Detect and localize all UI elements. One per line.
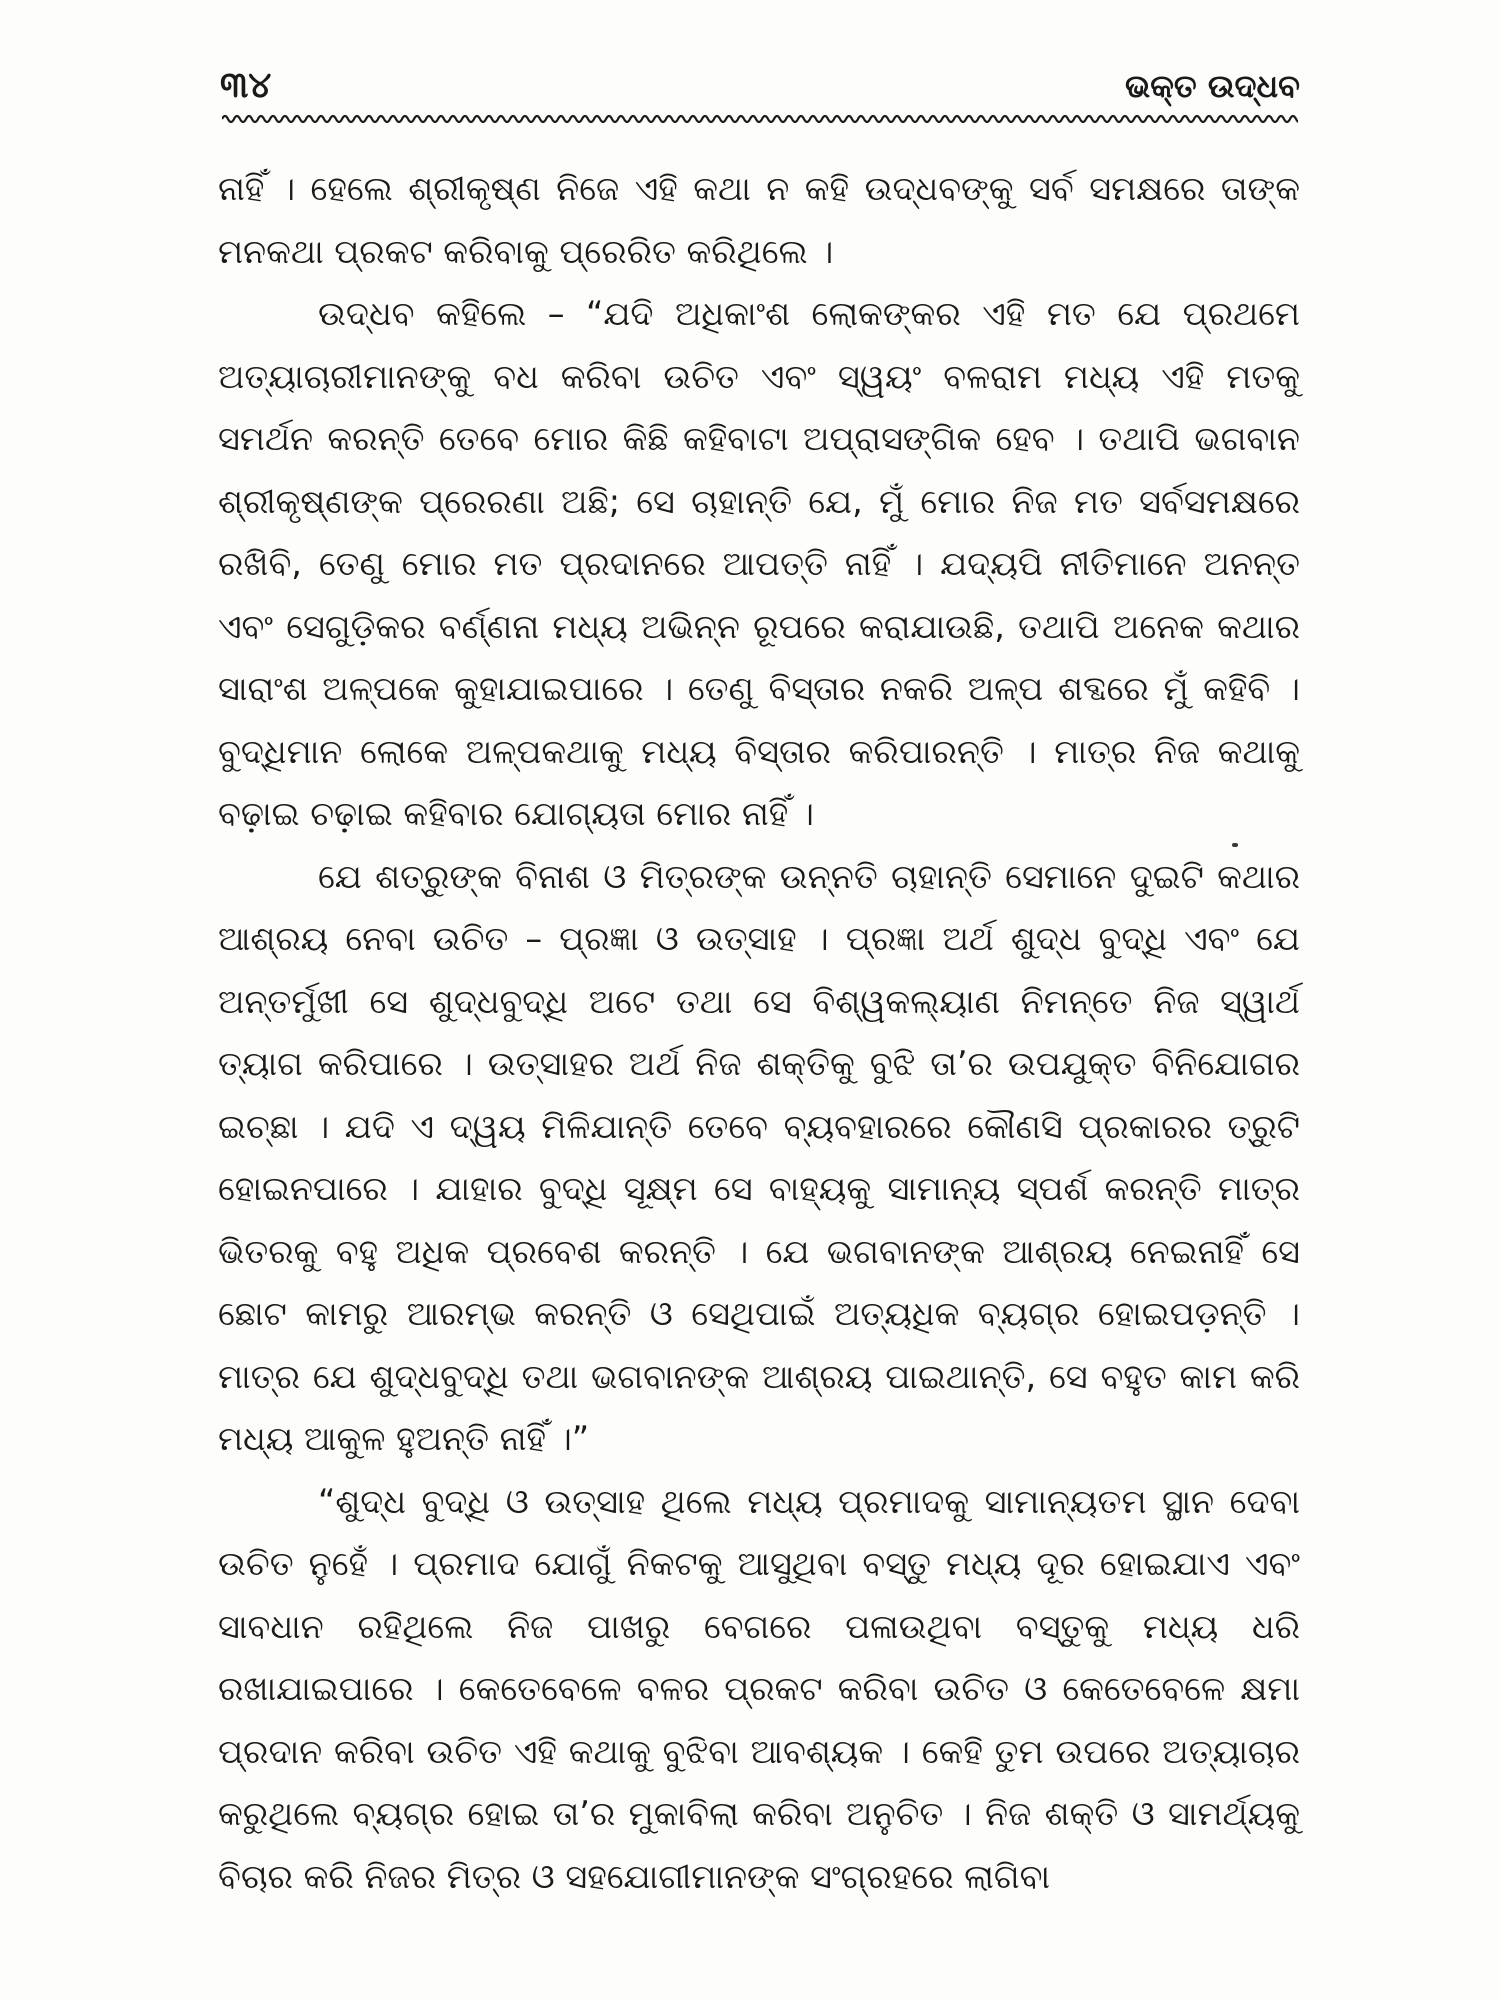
paragraph-1: ନାହିଁ । ହେଲେ ଶ୍ରୀକୃଷ୍ଣ ନିଜେ ଏହି କଥା ନ କହି ଉଦ୍ଧବଙ୍କୁ ସର୍ବ ସମକ୍ଷରେ ତାଙ୍କ ମନକଥା ପ୍ରକଟ କରିବାକୁ ପ୍ରେରିତ କରିଥିଲେ । xyxy=(218,169,1300,271)
print-speck xyxy=(1232,843,1238,847)
header-wavy-rule xyxy=(222,112,1298,126)
body-text xyxy=(218,158,1300,1908)
running-title: ଭକ୍ତ ଉଦ୍ଧବ xyxy=(1125,67,1300,105)
paragraph-2: ଉଦ୍ଧବ କହିଲେ – “ଯଦି ଅଧିକାଂଶ ଲୋକଙ୍କର ଏହି ମତ ଯେ ପ୍ରଥମେ ଅତ୍ୟାଚାରୀମାନଙ୍କୁ ବଧ କରିବା ଉଚିତ ଏବଂ ସ୍ୱୟଂ ବଳରାମ ମଧ୍ୟ ଏହି ମତକୁ ସମର୍ଥନ କରନ୍ତି ତେବେ ମୋର କିଛି କହିବାଟା ଅପ୍ରାସଙ୍ଗିକ ହେବ । ତଥାପି ଭଗବାନ ଶ୍ରୀକୃଷ୍ଣଙ୍କ ପ୍ରେରଣା ଅଛି; ସେ ଚାହାନ୍ତି ଯେ, ମୁଁ ମୋର ନିଜ ମତ ସର୍ବସମକ୍ଷରେ ରଖିବି, ତେଣୁ ମୋର ମତ ପ୍ରଦାନରେ ଆପତ୍ତି ନାହିଁ । ଯଦ୍ୟପି ନୀତିମାନେ ଅନନ୍ତ ଏବଂ ସେଗୁଡ଼ିକର ବର୍ଣ୍ଣନା ମଧ୍ୟ ଅଭିନ୍ନ ରୂପରେ କରାଯାଉଛି, ତଥାପି ଅନେକ କଥାର ସାରାଂଶ ଅଳ୍ପକେ କୁହାଯାଇପାରେ । ତେଣୁ ବିସ୍ତାର ନକରି ଅଳ୍ପ ଶବ୍ଦରେ ମୁଁ କହିବି । ବୁଦ୍ଧିମାନ ଲୋକେ ଅଳ୍ପକଥାକୁ ମଧ୍ୟ ବିସ୍ତାର କରିପାରନ୍ତି । ମାତ୍ର ନିଜ କଥାକୁ ବଢ଼ାଇ ଚଢ଼ାଇ କହିବାର ଯୋଗ୍ୟତା ମୋର ନାହିଁ । xyxy=(218,294,1300,833)
paragraph-3: ଯେ ଶତ୍ରୁଙ୍କ ବିନାଶ ଓ ମିତ୍ରଙ୍କ ଉନ୍ନତି ଚାହାନ୍ତି ସେମାନେ ଦୁଇଟି କଥାର ଆଶ୍ରୟ ନେବା ଉଚିତ – ପ୍ରଜ୍ଞା ଓ ଉତ୍ସାହ । ପ୍ରଜ୍ଞା ଅର୍ଥ ଶୁଦ୍ଧ ବୁଦ୍ଧି ଏବଂ ଯେ ଅନ୍ତର୍ମୁଖୀ ସେ ଶୁଦ୍ଧବୁଦ୍ଧି ଅଟେ ତଥା ସେ ବିଶ୍ୱକଲ୍ୟାଣ ନିମନ୍ତେ ନିଜ ସ୍ୱାର୍ଥ ତ୍ୟାଗ କରିପାରେ । ଉତ୍ସାହର ଅର୍ଥ ନିଜ ଶକ୍ତିକୁ ବୁଝି ତା’ର ଉପଯୁକ୍ତ ବିନିଯୋଗର ଇଚ୍ଛା । ଯଦି ଏ ଦ୍ୱୟ ମିଳିଯାନ୍ତି ତେବେ ବ୍ୟବହାରରେ କୌଣସି ପ୍ରକାରର ତ୍ରୁଟି ହୋଇନପାରେ । ଯାହାର ବୁଦ୍ଧି ସୂକ୍ଷ୍ମ ସେ ବାହ୍ୟକୁ ସାମାନ୍ୟ ସ୍ପର୍ଶ କରନ୍ତି ମାତ୍ର ଭିତରକୁ ବହୁ ଅଧିକ ପ୍ରବେଶ କରନ୍ତି । ଯେ ଭଗବାନଙ୍କ ଆଶ୍ରୟ ନେଇନାହିଁ ସେ ଛୋଟ କାମରୁ ଆରମ୍ଭ କରନ୍ତି ଓ ସେଥିପାଇଁ ଅତ୍ୟଧିକ ବ୍ୟଗ୍ର ହୋଇପଡ଼ନ୍ତି । ମାତ୍ର ଯେ ଶୁଦ୍ଧବୁଦ୍ଧି ତଥା ଭଗବାନଙ୍କ ଆଶ୍ରୟ ପାଇଥାନ୍ତି, ସେ ବହୁତ କାମ କରି ମଧ୍ୟ ଆକୁଳ ହୁଅନ୍ତି ନାହିଁ ।” xyxy=(218,856,1300,1458)
page-header xyxy=(220,58,1300,114)
page-number: ୩୪ xyxy=(220,65,272,106)
paragraph-4: “ଶୁଦ୍ଧ ବୁଦ୍ଧି ଓ ଉତ୍ସାହ ଥିଲେ ମଧ୍ୟ ପ୍ରମାଦକୁ ସାମାନ୍ୟତମ ସ୍ଥାନ ଦେବା ଉଚିତ ନୁହେଁ । ପ୍ରମାଦ ଯୋଗୁଁ ନିକଟକୁ ଆସୁଥିବା ବସ୍ତୁ ମଧ୍ୟ ଦୂର ହୋଇଯାଏ ଏବଂ ସାବଧାନ ରହିଥିଲେ ନିଜ ପାଖରୁ ବେଗରେ ପଳାଉଥିବା ବସ୍ତୁକୁ ମଧ୍ୟ ଧରି ରଖାଯାଇପାରେ । କେତେବେଳେ ବଳର ପ୍ରକଟ କରିବା ଉଚିତ ଓ କେତେବେଳେ କ୍ଷମା ପ୍ରଦାନ କରିବା ଉଚିତ ଏହି କଥାକୁ ବୁଝିବା ଆବଶ୍ୟକ । କେହି ତୁମ ଉପରେ ଅତ୍ୟାଚାର କରୁଥିଲେ ବ୍ୟଗ୍ର ହୋଇ ତା’ର ମୁକାବିଲା କରିବା ଅନୁଚିତ । ନିଜ ଶକ୍ତି ଓ ସାମର୍ଥ୍ୟକୁ ବିଚାର କରି ନିଜର ମିତ୍ର ଓ ସହଯୋଗୀମାନଙ୍କ ସଂଗ୍ରହରେ ଲାଗିବା xyxy=(218,1481,1300,1896)
